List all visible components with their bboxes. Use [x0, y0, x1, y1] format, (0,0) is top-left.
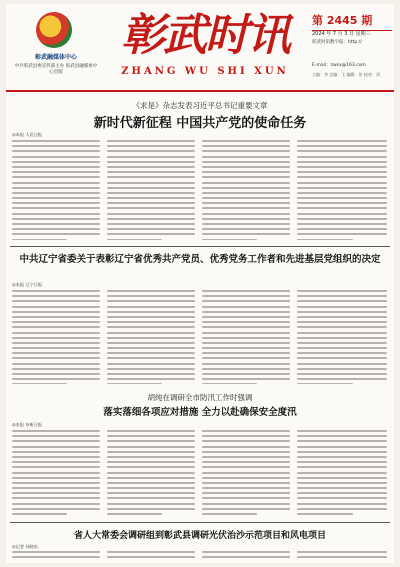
article-body-column	[12, 430, 100, 516]
masthead	[6, 4, 394, 92]
article-headline[interactable]: 新时代新征程 中国共产党的使命任务	[93, 116, 307, 131]
logo-subtitle: 中共彰武县委宣传部主办 彰武县融媒体中心出版	[14, 64, 98, 75]
article-body-column	[297, 551, 387, 562]
publication-meta: 彰武时讯数字报：http://	[312, 40, 362, 45]
newspaper-title: 彰武时讯	[121, 10, 289, 61]
article-headline[interactable]: 中共辽宁省委关于表彰辽宁省优秀共产党员、优秀党务工作者和先进基层党组织的决定	[19, 254, 381, 265]
issue-date: 2024 年 7 月 3 日 星期三	[312, 31, 371, 37]
section-divider	[10, 246, 390, 247]
article-headline[interactable]: 落实落细各项应对措施 全力以赴确保安全度汛	[103, 407, 297, 418]
logo-caption: 彰武融媒体中心	[34, 54, 77, 61]
article-body-column	[297, 290, 387, 384]
article-body-column	[202, 551, 290, 562]
article-body-column	[202, 430, 290, 516]
article-byline: ◎本报 人民日报	[12, 132, 43, 137]
article-body-column	[107, 430, 195, 516]
issue-number: 第 2445 期	[312, 12, 392, 31]
article-kicker: 《求是》杂志发表习近平总书记重要文章	[132, 101, 268, 110]
staff-credits: 主编：李 总编：王 编辑：张 校对：刘	[312, 72, 380, 77]
article-body-column	[107, 551, 195, 562]
article-body-column	[107, 140, 195, 240]
article-body-column	[202, 290, 290, 384]
article-body-column	[12, 140, 100, 240]
article-headline[interactable]: 省人大常委会调研组到彰武县调研光伏治沙示范项目和风电项目	[73, 531, 326, 541]
article-body-column	[297, 430, 387, 516]
article-body-column	[12, 551, 100, 562]
article-body-column	[202, 140, 290, 240]
newspaper-title-pinyin: ZHANG WU SHI XUN	[121, 66, 289, 77]
contact-email: E-mail：zwsx@163.com	[312, 63, 366, 68]
newspaper-page	[6, 4, 394, 563]
article-byline: ◎记者 孙晓东	[12, 544, 38, 549]
media-center-logo-icon	[36, 12, 72, 48]
article-body-column	[297, 140, 387, 240]
article-byline: ◎本报 阜新日报	[12, 422, 43, 427]
article-byline: ◎本报 辽宁日报	[12, 282, 43, 287]
section-divider	[10, 522, 390, 523]
article-body-column	[12, 290, 100, 384]
article-kicker: 胡纯在调研全市防汛工作时强调	[147, 393, 253, 402]
article-body-column	[107, 290, 195, 384]
